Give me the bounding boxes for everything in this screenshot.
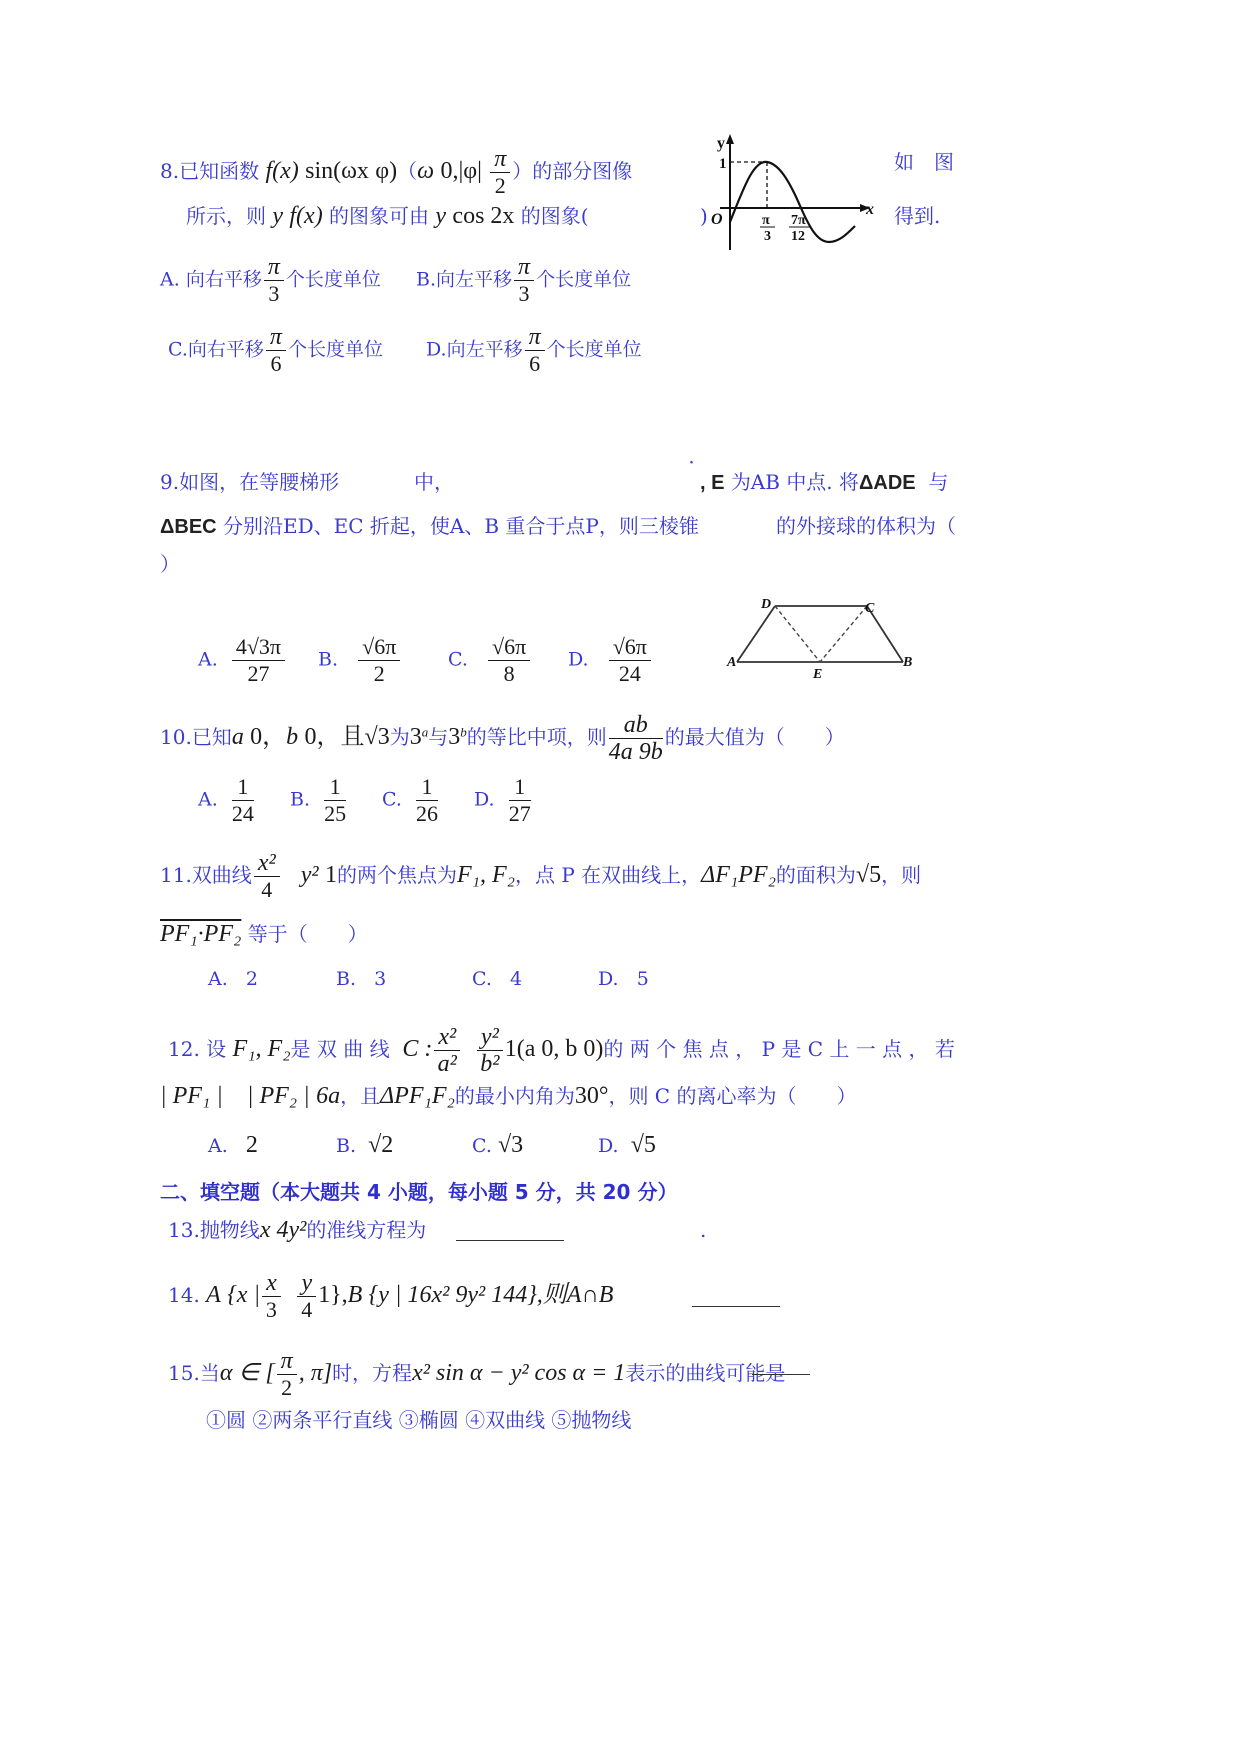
q14-answer-blank[interactable] xyxy=(692,1302,780,1307)
q14-stem: 14. A {x | $\frac{x}{3}$ $\frac{y}{4}$ 1},B {y | 16x² 9y² 144},则A∩B xyxy=(168,1270,614,1322)
q8-func: f(x) xyxy=(265,158,299,184)
q12-option-a[interactable]: A. 2 xyxy=(208,1132,258,1158)
q12-option-b[interactable]: B. √2 xyxy=(336,1132,394,1158)
q8-option-b[interactable]: B.向左平移 $\frac{\pi}{3}$ 个长度单位 xyxy=(416,254,632,306)
q8-tick-pi-over-3-den: 3 xyxy=(764,229,771,244)
q8-pi-over-2: $\frac{\pi}{2}$ xyxy=(490,146,510,199)
q9-vertex-d: D xyxy=(761,597,772,612)
q11-option-d[interactable]: D. 5 xyxy=(598,968,649,990)
q10-option-c[interactable]: C. $\frac{1}{26}$ xyxy=(382,774,438,826)
q8-option-d[interactable]: D.向左平移 $\frac{\pi}{6}$ 个长度单位 xyxy=(426,324,642,376)
q15-stem: 15.当α ∈ [ $\frac{\pi}{2}$ , π]时，方程x² sin α − y² cos α = 1表示的曲线可能是 xyxy=(168,1348,786,1400)
q8-rhs2: 得到. xyxy=(894,204,941,228)
q9-option-c[interactable]: C. $\frac{√6\pi}{8}$ xyxy=(448,634,532,687)
q12-stem: 12. 设 F₁, F₂是 双 曲 线 C : $\frac{\text{x²}}{\text{a²}}$ $\frac{\text{y²}}{\text{b²}}$ 1(a 0, b 0)的 两 个 焦 点 ， P 是 C 上 一 点 ， 若 xyxy=(168,1024,955,1077)
q9-vertex-e: E xyxy=(813,667,823,682)
q9-trapezoid-figure xyxy=(725,592,925,682)
q10-option-d[interactable]: D. $\frac{1}{27}$ xyxy=(474,774,531,826)
q11-stem: 11.双曲线 $\frac{\text{x²}}{4}$ y² 1的两个焦点为F₁, F₂，点 P 在双曲线上，ΔF₁PF₂的面积为√5，则 xyxy=(160,850,922,902)
q15-choices: ①圆 ②两条平行直线 ③椭圆 ④双曲线 ⑤抛物线 xyxy=(206,1408,632,1432)
q12-line2: | PF₁ | | PF₂ | 6a，且ΔPF₁F₂的最小内角为30°，则 C 的离心率为（ ） xyxy=(160,1083,857,1109)
q11-option-a[interactable]: A. 2 xyxy=(208,968,258,990)
q9-option-a[interactable]: A. $\frac{4√3\pi}{27}$ xyxy=(198,634,287,687)
q8-tick-1: 1 xyxy=(719,156,727,172)
q9-option-d[interactable]: D. $\frac{√6\pi}{24}$ xyxy=(568,634,653,687)
q9-vertex-c: C xyxy=(865,601,875,616)
q8-tick-pi-over-3-num: π xyxy=(762,213,770,228)
q8-rhs1: 如 图 xyxy=(894,150,954,174)
q13-stem: 13.抛物线x 4y²的准线方程为 xyxy=(168,1217,427,1243)
q10-option-a[interactable]: A. $\frac{1}{24}$ xyxy=(198,774,254,826)
q10-stem: 10.已知a 0，b 0，且√3为3$^a$与3$^b$的等比中项，则 $\frac{ab}{4a 9b}$ 的最大值为（ ） xyxy=(160,712,845,765)
q8-tick-7pi-over-12-num: 7π xyxy=(791,213,806,228)
q8-option-a[interactable]: A. 向右平移 $\frac{\pi}{3}$ 个长度单位 xyxy=(160,254,381,306)
q12-option-d[interactable]: D. √5 xyxy=(598,1132,656,1158)
q9-option-b[interactable]: B. $\frac{√6\pi}{2}$ xyxy=(318,634,402,687)
q9-line1-right: , E 为AB 中点. 将ΔADE 与 xyxy=(700,470,949,494)
section-heading-fill-in: 二、填空题（本大题共 4 小题，每小题 5 分，共 20 分） xyxy=(160,1180,678,1204)
q8-line1: 8.已知函数 f(x) sin(ωx φ)（ω 0,|φ| $\frac{\pi}{2}$ ）的部分图像 xyxy=(160,146,633,198)
q9-vertex-a: A xyxy=(727,655,737,670)
q11-option-c[interactable]: C. 4 xyxy=(472,968,523,990)
q12-option-c[interactable]: C. √3 xyxy=(472,1132,524,1158)
q8-tick-7pi-over-12-den: 12 xyxy=(791,229,805,244)
q10-option-b[interactable]: B. $\frac{1}{25}$ xyxy=(290,774,347,826)
q11-line2: PF₁·PF₂ 等于（ ） xyxy=(160,921,368,947)
q8-line2: 所示，则 y f(x) 的图象可由 y cos 2x 的图象( xyxy=(186,203,589,229)
q9-line1-left: 9.如图，在等腰梯形 xyxy=(160,470,340,494)
q8-x-axis-label: x xyxy=(866,201,874,218)
q8-origin: O xyxy=(711,211,723,228)
q15-answer-blank[interactable] xyxy=(752,1370,810,1375)
q9-vertex-b: B xyxy=(903,655,913,670)
q11-option-b[interactable]: B. 3 xyxy=(336,968,387,990)
q8-sine-graph xyxy=(705,130,880,260)
q8-option-c[interactable]: C.向右平移 $\frac{\pi}{6}$ 个长度单位 xyxy=(168,324,383,376)
q9-line2: ΔBEC 分别沿ED、EC 折起，使A、B 重合于点P，则三棱锥 xyxy=(160,514,699,538)
q8-y-axis-label: y xyxy=(717,135,725,152)
q8-number: 8. xyxy=(160,159,180,183)
q13-answer-blank[interactable] xyxy=(456,1236,564,1241)
